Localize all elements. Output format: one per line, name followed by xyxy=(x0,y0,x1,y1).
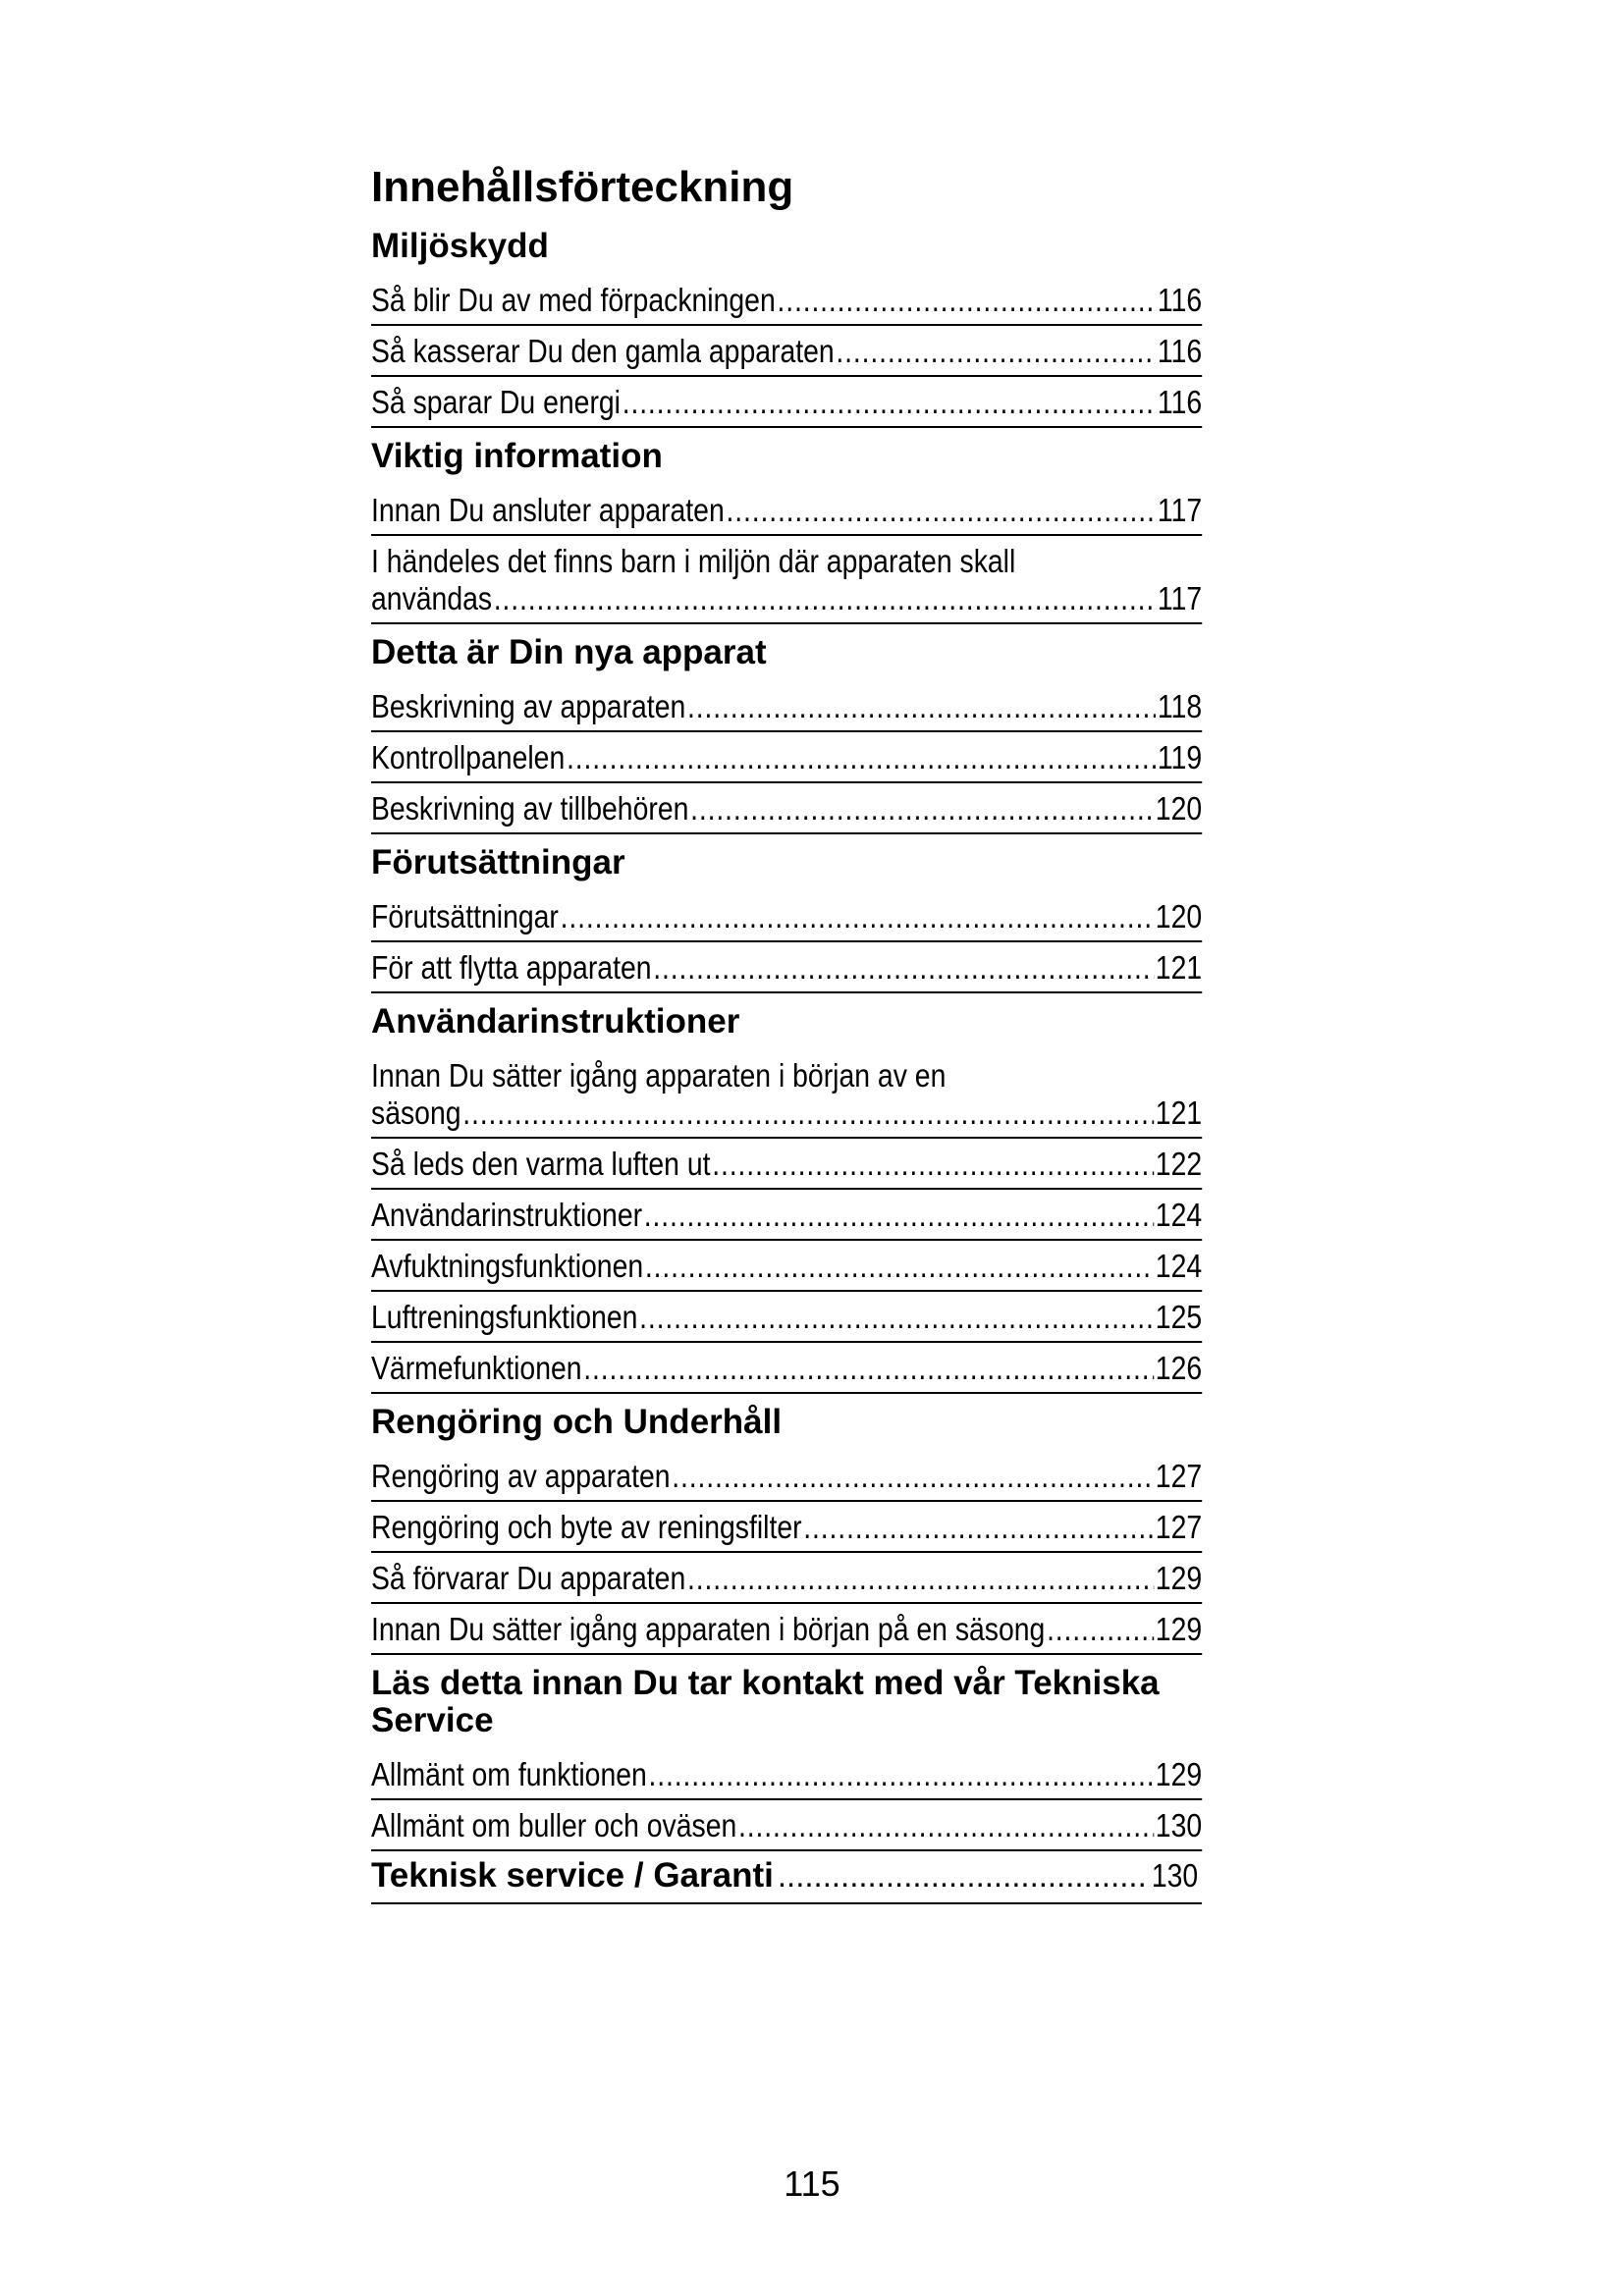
toc-section xyxy=(371,218,1202,428)
toc-entry-label: Innan Du ansluter apparaten xyxy=(371,492,725,528)
toc-entry-label: I händeles det finns barn i miljön där apparaten skall xyxy=(371,543,1016,579)
table-of-contents xyxy=(371,163,1202,1904)
toc-entry xyxy=(371,1502,1202,1553)
toc-entry xyxy=(371,732,1202,783)
toc-entry-page: 127 xyxy=(1155,1509,1203,1545)
leader-dots xyxy=(687,688,1156,725)
toc-entry-page: 122 xyxy=(1155,1146,1203,1182)
section-heading: Viktig information xyxy=(371,437,663,475)
toc-entry-label-cont: säsong xyxy=(371,1095,461,1131)
leader-dots xyxy=(462,1095,1154,1132)
toc-entry-label: Så sparar Du energi xyxy=(371,384,621,420)
leader-dots xyxy=(778,1857,1144,1895)
toc-entry-label-cont: användas xyxy=(371,580,493,616)
toc-entry-label: Kontrollpanelen xyxy=(371,739,566,775)
section-heading: Användarinstruktioner xyxy=(371,1002,740,1041)
leader-dots xyxy=(687,1560,1154,1597)
leader-dots xyxy=(738,1807,1154,1844)
toc-entry-page: 120 xyxy=(1155,790,1203,827)
section-heading: Miljöskydd xyxy=(371,227,549,265)
toc-entry xyxy=(371,891,1202,942)
toc-entry xyxy=(371,1451,1202,1502)
toc-entry-page: 129 xyxy=(1155,1560,1203,1596)
toc-entry xyxy=(371,681,1202,732)
toc-entry xyxy=(371,783,1202,834)
toc-entry-page: 116 xyxy=(1157,282,1203,318)
toc-entry-page: 129 xyxy=(1155,1756,1203,1792)
toc-entry-label: Allmänt om funktionen xyxy=(371,1756,647,1792)
toc-entry xyxy=(371,536,1202,624)
leader-dots xyxy=(623,384,1156,421)
toc-entry-label: Rengöring av apparaten xyxy=(371,1458,671,1494)
toc-entry-page: 117 xyxy=(1157,580,1203,616)
toc-entry xyxy=(371,1604,1202,1655)
toc-entry-page: 119 xyxy=(1157,739,1203,775)
toc-section xyxy=(371,1655,1202,1851)
toc-entry xyxy=(371,1139,1202,1190)
toc-entry xyxy=(371,377,1202,428)
toc-entry-page: 126 xyxy=(1155,1350,1203,1386)
toc-entry-page: 118 xyxy=(1157,688,1203,724)
toc-entry-label: För att flytta apparaten xyxy=(371,949,652,986)
toc-entry-page: 116 xyxy=(1157,384,1203,420)
leader-dots xyxy=(494,580,1156,617)
toc-section xyxy=(371,1394,1202,1655)
toc-final-page: 130 xyxy=(1151,1857,1199,1894)
leader-dots xyxy=(645,1248,1154,1285)
toc-entry-label: Så blir Du av med förpackningen xyxy=(371,282,776,318)
toc-entry-page: 121 xyxy=(1155,1095,1203,1131)
leader-dots xyxy=(644,1197,1154,1234)
section-heading: Läs detta innan Du tar kontakt med vår Tekniska Service xyxy=(371,1664,1160,1739)
toc-entry xyxy=(371,1749,1202,1800)
toc-entry xyxy=(371,1190,1202,1241)
leader-dots xyxy=(712,1146,1154,1183)
toc-entry xyxy=(371,1241,1202,1292)
toc-entry-label: Luftreningsfunktionen xyxy=(371,1299,638,1335)
toc-entry-page: 121 xyxy=(1155,949,1203,986)
leader-dots xyxy=(639,1299,1154,1336)
toc-entry-label: Avfuktningsfunktionen xyxy=(371,1248,644,1284)
toc-entry-label: Allmänt om buller och oväsen xyxy=(371,1807,737,1843)
toc-section xyxy=(371,428,1202,624)
toc-entry-label: Förutsättningar xyxy=(371,898,559,934)
leader-dots xyxy=(672,1458,1154,1495)
toc-entry-page: 120 xyxy=(1155,898,1203,934)
page-number: 115 xyxy=(784,2163,840,2204)
toc-entry xyxy=(371,942,1202,993)
toc-entry-label: Innan Du sätter igång apparaten i början av en xyxy=(371,1057,947,1094)
toc-entry-page: 117 xyxy=(1157,492,1203,528)
toc-entry-label: Innan Du sätter igång apparaten i början på en säsong xyxy=(371,1611,1046,1647)
toc-entry-label: Rengöring och byte av reningsfilter xyxy=(371,1509,802,1545)
toc-entry-label: Så kasserar Du den gamla apparaten xyxy=(371,333,835,369)
leader-dots xyxy=(583,1350,1154,1387)
toc-entry-page: 116 xyxy=(1157,333,1203,369)
section-heading: Förutsättningar xyxy=(371,843,625,881)
section-heading: Rengöring och Underhåll xyxy=(371,1403,783,1441)
leader-dots xyxy=(836,333,1156,370)
leader-dots xyxy=(653,949,1154,987)
leader-dots xyxy=(1047,1611,1154,1648)
toc-section xyxy=(371,624,1202,834)
leader-dots xyxy=(649,1756,1155,1793)
toc-entry xyxy=(371,485,1202,536)
toc-entry xyxy=(371,1050,1202,1139)
toc-final-label: Teknisk service / Garanti xyxy=(371,1856,774,1895)
toc-entry xyxy=(371,275,1202,326)
leader-dots xyxy=(726,492,1156,529)
leader-dots xyxy=(561,898,1154,935)
toc-section xyxy=(371,993,1202,1394)
leader-dots xyxy=(803,1509,1154,1546)
toc-final-entry xyxy=(371,1851,1202,1904)
toc-entry-label: Värmefunktionen xyxy=(371,1350,582,1386)
toc-entry xyxy=(371,326,1202,377)
toc-section xyxy=(371,834,1202,993)
toc-entry-page: 127 xyxy=(1155,1458,1203,1494)
leader-dots xyxy=(777,282,1156,319)
toc-entry xyxy=(371,1292,1202,1343)
section-heading: Detta är Din nya apparat xyxy=(371,633,767,671)
toc-entry-page: 124 xyxy=(1155,1248,1203,1284)
toc-entry-page: 125 xyxy=(1155,1299,1203,1335)
toc-entry-label: Så förvarar Du apparaten xyxy=(371,1560,686,1596)
toc-entry xyxy=(371,1800,1202,1851)
toc-title: Innehållsförteckning xyxy=(371,163,794,211)
toc-entry xyxy=(371,1343,1202,1394)
toc-entry-label: Användarinstruktioner xyxy=(371,1197,643,1233)
toc-sections xyxy=(371,218,1202,1851)
toc-entry-page: 129 xyxy=(1155,1611,1203,1647)
toc-entry-label: Beskrivning av apparaten xyxy=(371,688,686,724)
toc-entry-page: 124 xyxy=(1155,1197,1203,1233)
leader-dots xyxy=(690,790,1154,828)
toc-entry-label: Så leds den varma luften ut xyxy=(371,1146,711,1182)
leader-dots xyxy=(567,739,1156,776)
toc-entry-label: Beskrivning av tillbehören xyxy=(371,790,689,827)
toc-entry xyxy=(371,1553,1202,1604)
toc-entry-page: 130 xyxy=(1155,1807,1203,1843)
